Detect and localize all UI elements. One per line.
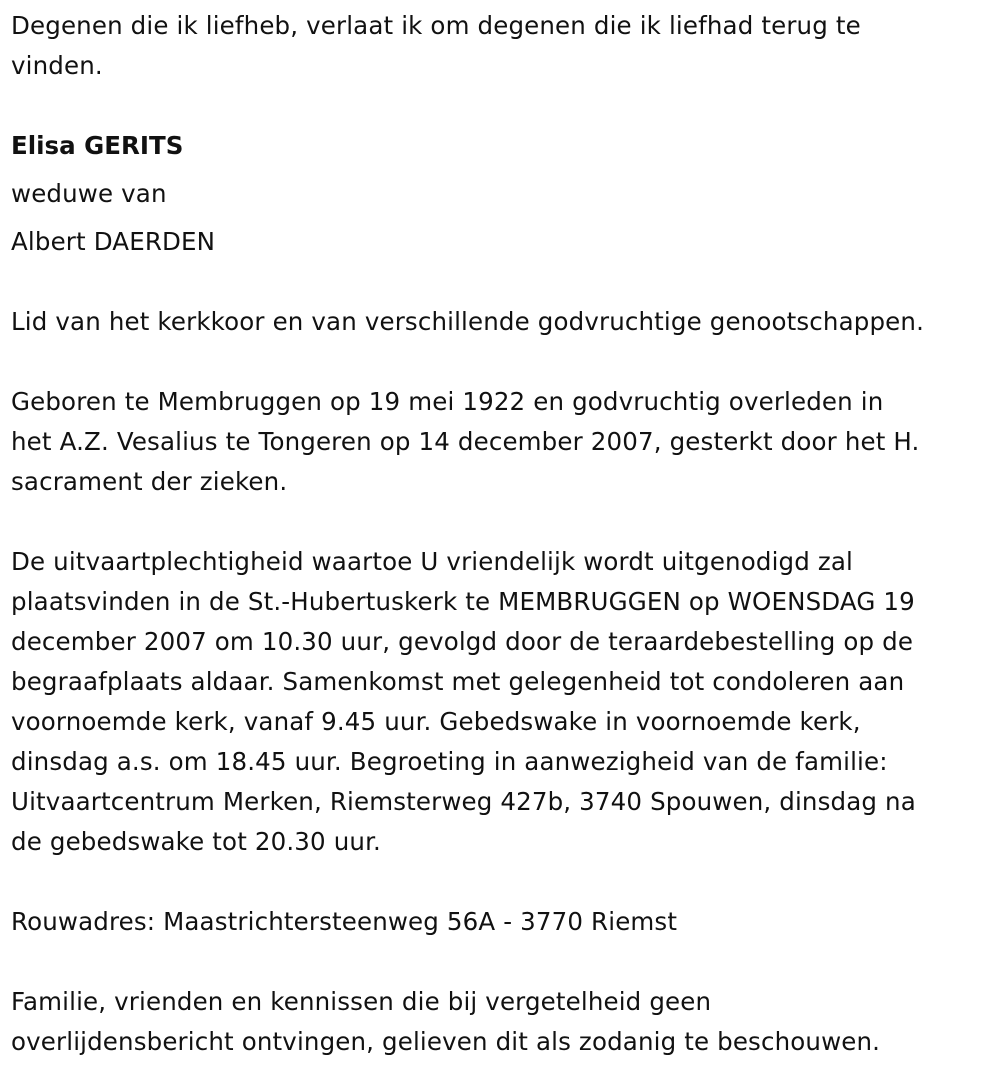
funeral-line: plaatsvinden in de St.-Hubertuskerk te MEMBRUGGEN op WOENSDAG 19 <box>11 587 915 616</box>
closing-note-paragraph <box>11 982 996 1062</box>
membership-line: Lid van het kerkkoor en van verschillende godvruchtige genootschappen. <box>11 307 925 336</box>
deceased-block <box>11 126 996 262</box>
motto-line: vinden. <box>11 51 103 80</box>
funeral-line: De uitvaartplechtigheid waartoe U vriendelijk wordt uitgenodigd zal <box>11 547 854 576</box>
membership-paragraph <box>11 302 996 342</box>
funeral-line: december 2007 om 10.30 uur, gevolgd door de teraardebestelling op de <box>11 627 914 656</box>
birth-death-line: Geboren te Membruggen op 19 mei 1922 en godvruchtig overleden in <box>11 387 884 416</box>
funeral-line: dinsdag a.s. om 18.45 uur. Begroeting in aanwezigheid van de familie: <box>11 747 888 776</box>
birth-death-line: sacrament der zieken. <box>11 467 288 496</box>
funeral-line: Uitvaartcentrum Merken, Riemsterweg 427b, 3740 Spouwen, dinsdag na <box>11 787 916 816</box>
deceased-name: Elisa GERITS <box>11 131 184 160</box>
mourning-address-line: Rouwadres: Maastrichtersteenweg 56A - 3770 Riemst <box>11 907 678 936</box>
closing-note-line: overlijdensbericht ontvingen, gelieven dit als zodanig te beschouwen. <box>11 1027 881 1056</box>
closing-note-line: Familie, vrienden en kennissen die bij vergetelheid geen <box>11 987 712 1016</box>
spouse-name: Albert DAERDEN <box>11 227 216 256</box>
motto-paragraph <box>11 6 996 86</box>
funeral-line: begraafplaats aldaar. Samenkomst met gelegenheid tot condoleren aan <box>11 667 905 696</box>
motto-line: Degenen die ik liefheb, verlaat ik om degenen die ik liefhad terug te <box>11 11 861 40</box>
mourning-address-paragraph <box>11 902 996 942</box>
funeral-paragraph <box>11 542 996 862</box>
relation-text: weduwe van <box>11 179 167 208</box>
birth-death-line: het A.Z. Vesalius te Tongeren op 14 december 2007, gesterkt door het H. <box>11 427 920 456</box>
funeral-line: de gebedswake tot 20.30 uur. <box>11 827 381 856</box>
birth-death-paragraph <box>11 382 996 502</box>
funeral-line: voornoemde kerk, vanaf 9.45 uur. Gebedswake in voornoemde kerk, <box>11 707 861 736</box>
